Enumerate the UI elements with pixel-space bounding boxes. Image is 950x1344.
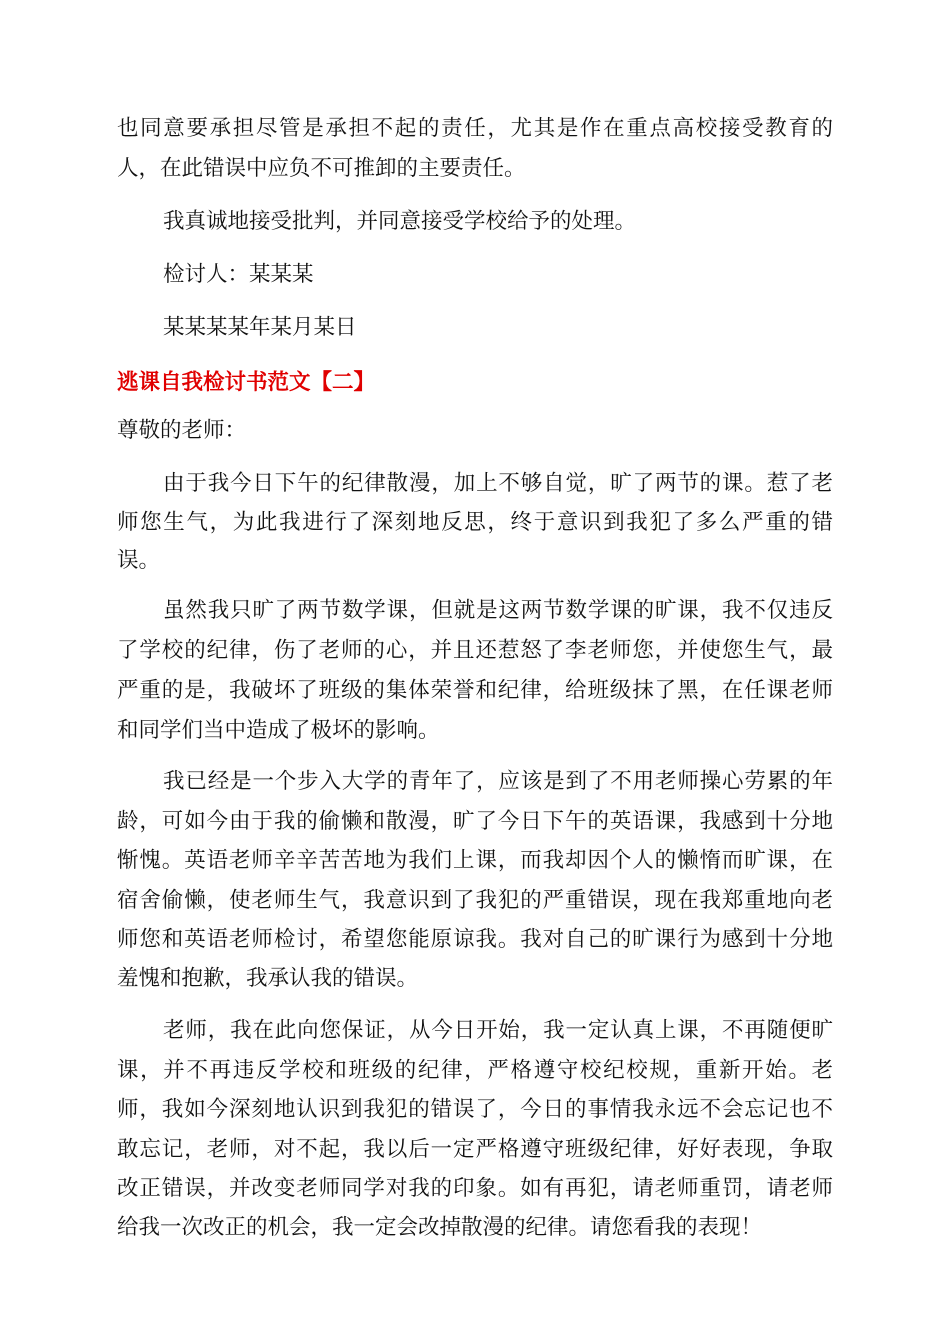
text-line: 由于我今日下午的纪律散漫，加上不够自觉，旷了两节的课。惹了老 [163,471,833,496]
text-line: 师您生气，为此我进行了深刻地反思，终于意识到我犯了多么严重的错 [117,510,833,535]
text-line: 了学校的纪律，伤了老师的心，并且还惹怒了李老师您，并使您生气，最 [117,638,833,663]
text-line: 宿舍偷懒，使老师生气，我意识到了我犯的严重错误，现在我郑重地向老 [117,888,833,913]
text-line: 误。 [117,548,161,573]
text-line: 龄，可如今由于我的偷懒和散漫，旷了今日下午的英语课，我感到十分地 [117,809,833,834]
text-line: 人，在此错误中应负不可推卸的主要责任。 [117,156,526,181]
section-heading: 逃课自我检讨书范文【二】 [117,370,376,395]
text-line: 我真诚地接受批判，并同意接受学校给予的处理。 [163,209,637,234]
signer-line: 检讨人：某某某 [163,262,314,287]
text-line: 惭愧。英语老师辛辛苦苦地为我们上课，而我却因个人的懒惰而旷课，在 [117,848,833,873]
text-line: 和同学们当中造成了极坏的影响。 [117,718,440,743]
text-line: 严重的是，我破坏了班级的集体荣誉和纪律，给班级抹了黑，在任课老师 [117,678,833,703]
date-line: 某某某某年某月某日 [163,315,357,340]
text-line: 我已经是一个步入大学的青年了，应该是到了不用老师操心劳累的年 [163,769,833,794]
text-line: 也同意要承担尽管是承担不起的责任，尤其是作在重点高校接受教育的 [117,116,833,141]
text-line: 师，我如今深刻地认识到我犯的错误了，今日的事情我永远不会忘记也不 [117,1097,833,1122]
text-line: 敢忘记，老师，对不起，我以后一定严格遵守班级纪律，好好表现，争取 [117,1137,833,1162]
text-line: 给我一次改正的机会，我一定会改掉散漫的纪律。请您看我的表现！ [117,1215,763,1240]
text-line: 课，并不再违反学校和班级的纪律，严格遵守校纪校规，重新开始。老 [117,1058,833,1083]
text-line: 羞愧和抱歉，我承认我的错误。 [117,966,419,991]
text-line: 老师，我在此向您保证，从今日开始，我一定认真上课，不再随便旷 [163,1018,833,1043]
text-line: 师您和英语老师检讨，希望您能原谅我。我对自己的旷课行为感到十分地 [117,927,833,952]
text-line: 改正错误，并改变老师同学对我的印象。如有再犯，请老师重罚，请老师 [117,1176,833,1201]
text-line: 虽然我只旷了两节数学课，但就是这两节数学课的旷课，我不仅违反 [163,598,833,623]
salutation: 尊敬的老师： [117,418,247,443]
